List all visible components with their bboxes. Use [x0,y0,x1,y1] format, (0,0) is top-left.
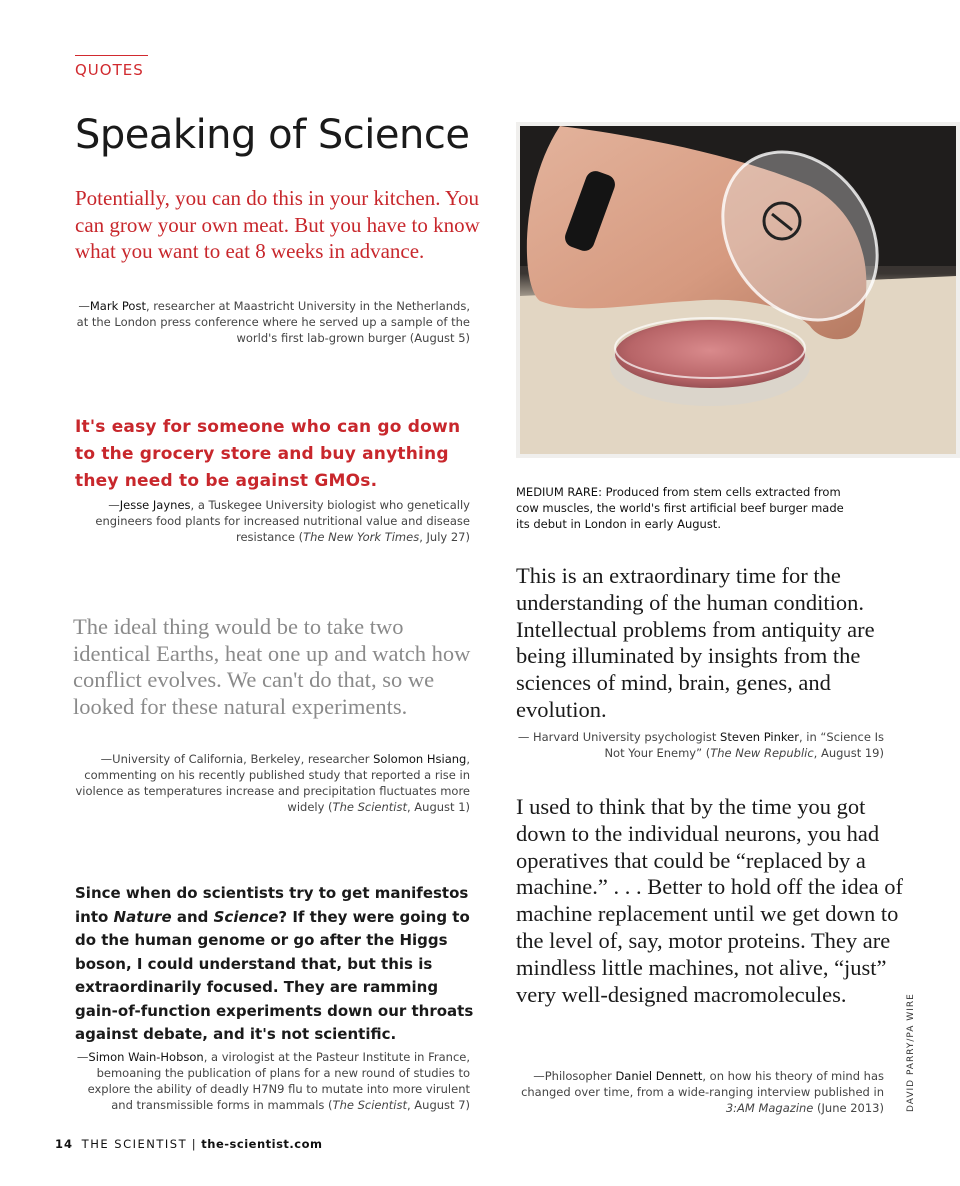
quote-attribution: —Simon Wain-Hobson, a virologist at the Pasteur Institute in France, bemoaning the publication of plans for a new round of studies to explore the ability of deadly H7N9 flu to mutate into more virulent and transmissible forms in mammals (The Scientist, August 7) [76,1050,470,1112]
publication-name: 3:AM Magazine [725,1101,814,1115]
photo-credit: DAVID PARRY/PA WIRE [906,993,916,1112]
quote-author: Simon Wain-Hobson [88,1050,204,1064]
magazine-name: THE SCIENTIST [81,1137,188,1151]
quote-text: Since when do scientists try to get manifestos into Nature and Science? If they were going to do the human genome or go after the Higgs boson, I could understand that, but this is extraordinarily focused. They are ramming gain-of-function experiments down our throats against debate, and it's not scientific. [75,884,474,1043]
quote-text: It's easy for someone who can go down to the grocery store and buy anything they need to be against GMOs. [75,417,461,491]
footer-separator: | [191,1137,197,1151]
quote-text: This is an extraordinary time for the understanding of the human condition. Intellectual problems from antiquity are being illuminated by insights from the sciences of mind, brain, genes, and evolution. [516,563,875,722]
publication-name: The Scientist [332,800,407,814]
magazine-url: the-scientist.com [201,1137,323,1151]
quote-attribution: —University of California, Berkeley, researcher Solomon Hsiang, commenting on his recently published study that reported a rise in violence as temperatures increase and precipitation fluctuates more widely (The Scientist, August 1) [75,752,470,814]
quote-author: Daniel Dennett [615,1069,703,1083]
lab-burger-photo [516,122,960,458]
quote-author: Solomon Hsiang [373,752,467,766]
quote-text: The ideal thing would be to take two identical Earths, heat one up and watch how conflict evolves. We can't do that, so we looked for these natural experiments. [73,614,471,719]
page-footer [55,1137,323,1151]
quote-text: I used to think that by the time you got down to the individual neurons, you had operatives that could be “replaced by a machine.” . . . Better to hold off the idea of machine replacement until we get down to the level of, say, motor proteins. They are mindless little machines, not alive, “just” very well-designed macromolecules. [516,794,903,1007]
quote-attribution: —Philosopher Daniel Dennett, on how his theory of mind has changed over time, from a wide-ranging interview published in 3:AM Magazine (June 2013) [521,1069,884,1115]
quote-author: Mark Post [89,299,146,313]
quote-text: Potentially, you can do this in your kitchen. You can grow your own meat. But you have to know what you want to eat 8 weeks in advance. [75,186,480,263]
page-number: 14 [55,1137,74,1151]
publication-name: The New York Times [303,530,420,544]
publication-name: The New Republic [710,746,814,760]
quote-attribution: —Jesse Jaynes, a Tuskegee University biologist who genetically engineers food plants for increased nutritional value and disease resistance (The New York Times, July 27) [95,498,470,544]
quote-attribution: —Mark Post, researcher at Maastricht University in the Netherlands, at the London press conference where he served up a sample of the world's first lab-grown burger (August 5) [76,299,470,345]
section-rule [75,55,148,56]
quote-attribution: — Harvard University psychologist Steven Pinker, in “Science Is Not Your Enemy” (The New Republic, August 19) [517,730,884,760]
publication-name: The Scientist [332,1098,407,1112]
section-tag: QUOTES [75,61,144,79]
quote-author: Steven Pinker [720,730,799,744]
photo-caption: MEDIUM RARE: Produced from stem cells extracted from cow muscles, the world's first artificial beef burger made its debut in London in early August. [516,485,844,531]
page-title: Speaking of Science [75,112,470,158]
quote-author: Jesse Jaynes [119,498,191,512]
